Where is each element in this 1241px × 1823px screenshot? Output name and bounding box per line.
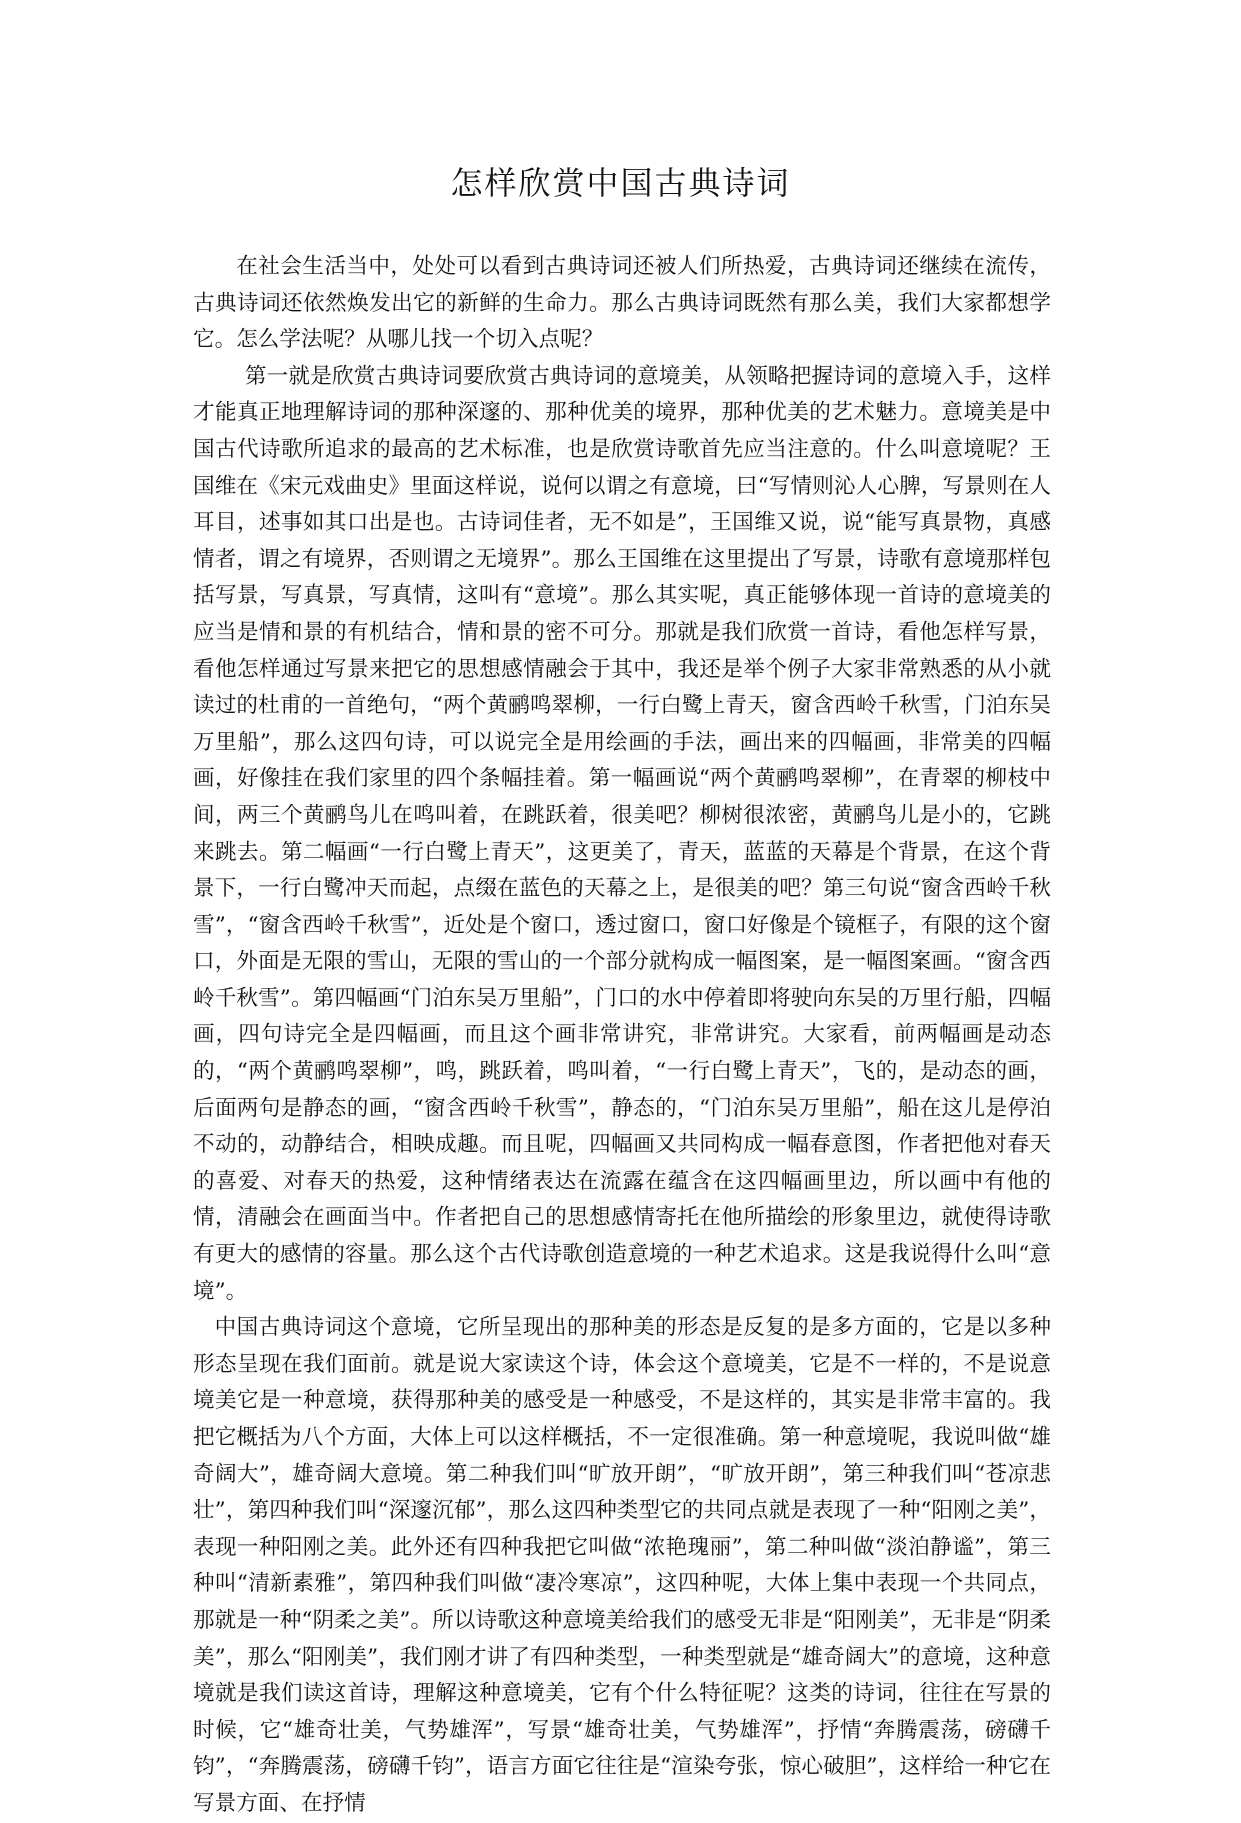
document-body: [193, 249, 1051, 1823]
paragraph-eight-types: 中国古典诗词这个意境，它所呈现出的那种美的形态是反复的是多方面的，它是以多种形态呈现在我们面前。就是说大家读这个诗，体会这个意境美，它是不一样的，不是说意境美它是一种意境，获得那种美的感受是一种感受，不是这样的，其实是非常丰富的。我把它概括为八个方面，大体上可以这样概括，不一定很准确。第一种意境呢，我说叫做“雄奇阔大”，雄奇阔大意境。第二种我们叫“旷放开朗”，“旷放开朗”，第三种我们叫“苍凉悲壮”，第四种我们叫“深邃沉郁”，那么这四种类型它的共同点就是表现了一种“阳刚之美”，表现一种阳刚之美。此外还有四种我把它叫做“浓艳瑰丽”，第二种叫做“淡泊静谧”，第三种叫“清新素雅”，第四种我们叫做“凄冷寒凉”，这四种呢，大体上集中表现一个共同点，那就是一种“阴柔之美”。所以诗歌这种意境美给我们的感受无非是“阳刚美”，无非是“阴柔美”，那么“阳刚美”，我们刚才讲了有四种类型，一种类型就是“雄奇阔大”的意境，这种意境就是我们读这首诗，理解这种意境美，它有个什么特征呢？这类的诗词，往往在写景的时候，它“雄奇壮美，气势雄浑”，写景“雄奇壮美，气势雄浑”，抒情“奔腾震荡，磅礴千钧”，“奔腾震荡，磅礴千钧”，语言方面它往往是“渲染夸张，惊心破胆”，这样给一种它在写景方面、在抒情: [193, 1315, 1051, 1816]
paragraph-intro: 在社会生活当中，处处可以看到古典诗词还被人们所热爱，古典诗词还继续在流传，古典诗词还依然焕发出它的新鲜的生命力。那么古典诗词既然有那么美，我们大家都想学它。怎么学法呢？从哪儿找一个切入点呢？: [193, 254, 1051, 353]
document-title: 怎样欣赏中国古典诗词: [450, 164, 791, 202]
paragraph-yijing: 第一就是欣赏古典诗词要欣赏古典诗词的意境美，从领略把握诗词的意境入手，这样才能真正地理解诗词的那种深邃的、那种优美的境界，那种优美的艺术魅力。意境美是中国古代诗歌所追求的最高的艺术标准，也是欣赏诗歌首先应当注意的。什么叫意境呢？王国维在《宋元戏曲史》里面这样说，说何以谓之有意境，曰“写情则沁人心脾，写景则在人耳目，述事如其口出是也。古诗词佳者，无不如是”，王国维又说，说“能写真景物，真感情者，谓之有境界，否则谓之无境界”。那么王国维在这里提出了写景，诗歌有意境那样包括写景，写真景，写真情，这叫有“意境”。那么其实呢，真正能够体现一首诗的意境美的应当是情和景的有机结合，情和景的密不可分。那就是我们欣赏一首诗，看他怎样写景，看他怎样通过写景来把它的思想感情融会于其中，我还是举个例子大家非常熟悉的从小就读过的杜甫的一首绝句，“两个黄鹂鸣翠柳，一行白鹭上青天，窗含西岭千秋雪，门泊东吴万里船”，那么这四句诗，可以说完全是用绘画的手法，画出来的四幅画，非常美的四幅画，好像挂在我们家里的四个条幅挂着。第一幅画说“两个黄鹂鸣翠柳”，在青翠的柳枝中间，两三个黄鹂鸟儿在鸣叫着，在跳跃着，很美吧？柳树很浓密，黄鹂鸟儿是小的，它跳来跳去。第二幅画“一行白鹭上青天”，这更美了，青天，蓝蓝的天幕是个背景，在这个背景下，一行白鹭冲天而起，点缀在蓝色的天幕之上，是很美的吧？第三句说“窗含西岭千秋雪”，“窗含西岭千秋雪”，近处是个窗口，透过窗口，窗口好像是个镜框子，有限的这个窗口，外面是无限的雪山，无限的雪山的一个部分就构成一幅图案，是一幅图案画。“窗含西岭千秋雪”。第四幅画“门泊东吴万里船”，门口的水中停着即将驶向东吴的万里行船，四幅画，四句诗完全是四幅画，而且这个画非常讲究，非常讲究。大家看，前两幅画是动态的，“两个黄鹂鸣翠柳”，鸣，跳跃着，鸣叫着，“一行白鹭上青天”，飞的，是动态的画，后面两句是静态的画，“窗含西岭千秋雪”，静态的，“门泊东吴万里船”，船在这儿是停泊不动的，动静结合，相映成趣。而且呢，四幅画又共同构成一幅春意图，作者把他对春天的喜爱、对春天的热爱，这种情绪表达在流露在蕴含在这四幅画里边，所以画中有他的情，清融会在画面当中。作者把自己的思想感情寄托在他所描绘的形象里边，就使得诗歌有更大的感情的容量。那么这个古代诗歌创造意境的一种艺术追求。这是我说得什么叫“意境”。: [193, 363, 1051, 1304]
